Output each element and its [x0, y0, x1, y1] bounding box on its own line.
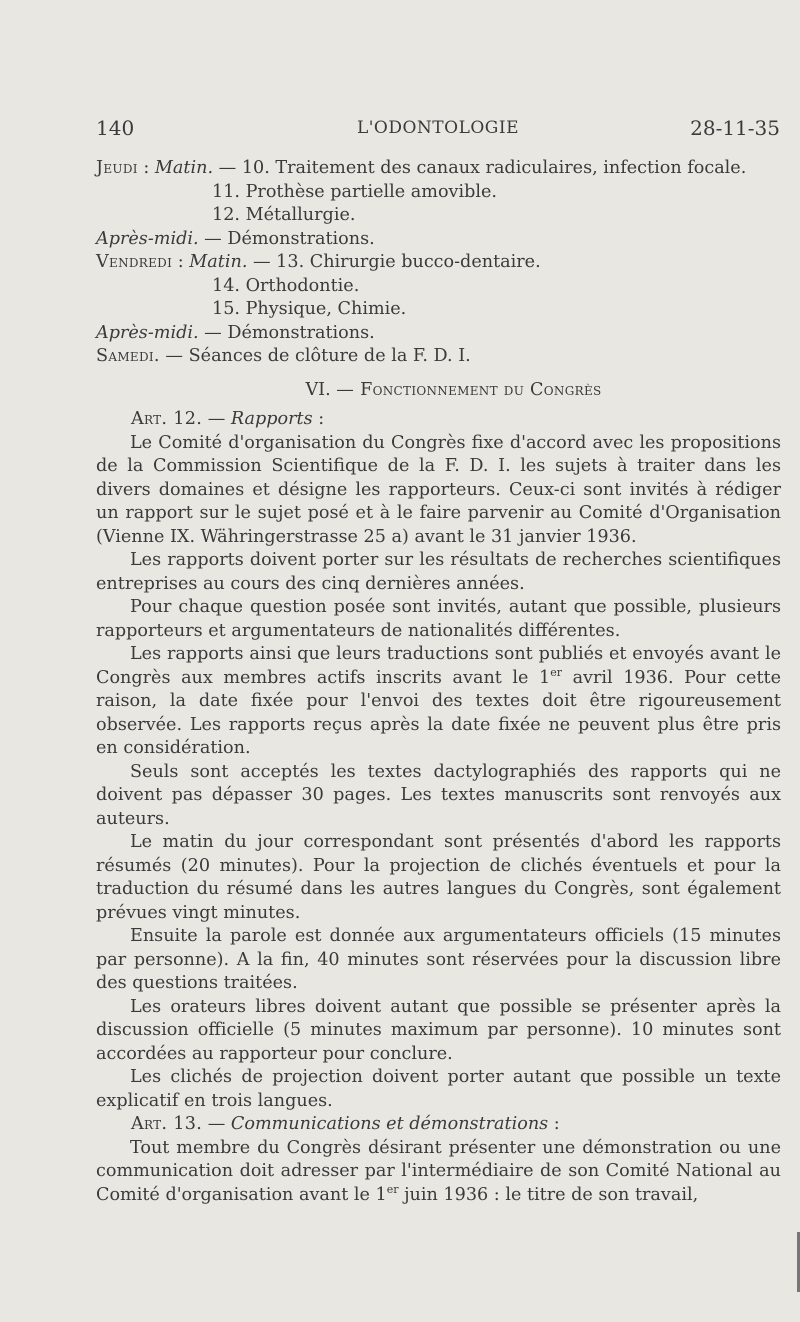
art13-title: Communications et démonstrations [230, 1114, 549, 1134]
vendredi-item-14: 14. Orthodontie. [212, 275, 360, 296]
vendredi-sep: : [172, 252, 190, 272]
art12-p4-a: Les rapports ainsi que leurs traductions sont publiés et envoyés avant le Congrès aux membres actifs inscrits avant le 1 [96, 644, 781, 688]
jeudi-item-10: — 10. Traitement des canaux radiculaires, infection focale. [218, 158, 747, 178]
vendredi-item-13: — 13. Chirurgie bucco-dentaire. [253, 252, 541, 272]
art12-paragraph: Le Comité d'organisation du Congrès fixe d'accord avec les propositions de la Commission Scientifique de la F. D. I. les sujets à traiter dans les divers domaines et désigne les rapporteurs. Ceux-ci sont invités à rédiger un rapport sur le sujet posé et à le faire parvenir au Comité d'Organisation (Vienne IX. Währingerstrasse 25 a) avant le 31 janvier 1936. [96, 432, 781, 547]
art12-paragraph: Les clichés de projection doivent porter autant que possible un texte explicatif en trois langues. [96, 1067, 781, 1111]
art12-colon: : [318, 409, 325, 429]
jeudi-item-11: 11. Prothèse partielle amovible. [212, 181, 498, 202]
page-body [96, 157, 781, 1207]
art12-title: Rapports [230, 409, 313, 429]
day-vendredi: Vendredi [96, 252, 173, 272]
jeudi-matin: Matin. [154, 158, 214, 178]
art13-colon: : [553, 1114, 560, 1134]
vendredi-matin: Matin. [189, 252, 248, 272]
art12-paragraph [96, 643, 781, 761]
running-title: L'ODONTOLOGIE [356, 118, 520, 138]
running-header [96, 116, 780, 140]
vendredi-apres-midi [96, 322, 781, 346]
issue-date: 28-11-35 [690, 116, 780, 140]
art12-p4-b: avril 1936. Pour cette raison, la date fixée pour l'envoi des textes doit être rigoureusement observée. Les rapports reçus après la date fixée ne peuvent plus être pris en considération. [96, 667, 782, 758]
art13-paragraph [96, 1137, 781, 1208]
art13-p1-a: Tout membre du Congrès désirant présenter une démonstration ou une communication doit adresser par l'intermédiaire de son Comité National au Comité d'organisation avant le 1 [96, 1137, 781, 1205]
vendredi-apres-label: Après-midi. [96, 322, 199, 343]
day-samedi: Samedi. [96, 346, 160, 366]
art12-paragraph: Ensuite la parole est donnée aux argumentateurs officiels (15 minutes par personne). A la fin, 40 minutes sont réservées pour la discussion libre des questions traitées. [96, 926, 781, 993]
art12-paragraph: Le matin du jour correspondant sont présentés d'abord les rapports résumés (20 minutes). Pour la projection de clichés éventuels et pour la traduction du résumé dans les autres langues du Congrès, sont également prévues vingt minutes. [96, 832, 781, 923]
jeudi-apres-midi [96, 228, 781, 252]
art12-label: Art. 12. [131, 409, 203, 429]
art12-paragraph: Seuls sont acceptés les textes dactylographiés des rapports qui ne doivent pas dépasser 30 pages. Les textes manuscrits sont renvoyés aux auteurs. [96, 761, 781, 829]
jeudi-apres-label: Après-midi. [96, 228, 199, 249]
art12-sep: — [207, 409, 226, 429]
section-heading [96, 379, 781, 403]
art12-heading [96, 408, 781, 432]
art12-paragraph: Les orateurs libres doivent autant que possible se présenter après la discussion officielle (5 minutes maximum par personne). 10 minutes sont accordées au rapporteur pour conclure. [96, 996, 781, 1064]
schedule-vendredi [96, 251, 781, 275]
day-jeudi: Jeudi [96, 158, 138, 178]
schedule-jeudi: Jeudi : Matin. — 10. Traitement des canaux radiculaires, infection focale. [96, 158, 747, 178]
art13-sep: — [207, 1114, 226, 1134]
art13-p1-sup: er [386, 1182, 399, 1196]
vendredi-item-15: 15. Physique, Chimie. [212, 299, 407, 319]
section-title: — Fonctionnement du Congrès [336, 379, 602, 400]
jeudi-apres-text: — Démonstrations. [204, 228, 375, 249]
vendredi-apres-text: — Démonstrations. [204, 322, 375, 343]
schedule-samedi [96, 345, 781, 369]
art12-paragraph: Pour chaque question posée sont invités, autant que possible, plusieurs rapporteurs et argumentateurs de nationalités différentes. [96, 597, 781, 641]
art13-heading [96, 1113, 781, 1137]
section-number: VI. [305, 379, 331, 400]
art12-paragraph: Les rapports doivent porter sur les résultats de recherches scientifiques entreprises au cours des cinq dernières années. [96, 550, 781, 594]
art13-p1-b: juin 1936 : le titre de son travail, [398, 1184, 699, 1205]
page-number: 140 [96, 116, 135, 140]
samedi-text: — Séances de clôture de la F. D. I. [165, 346, 471, 366]
jeudi-item-12: 12. Métallurgie. [212, 205, 356, 225]
art12-p4-sup: er [550, 665, 562, 679]
art13-label: Art. 13. [131, 1114, 203, 1134]
